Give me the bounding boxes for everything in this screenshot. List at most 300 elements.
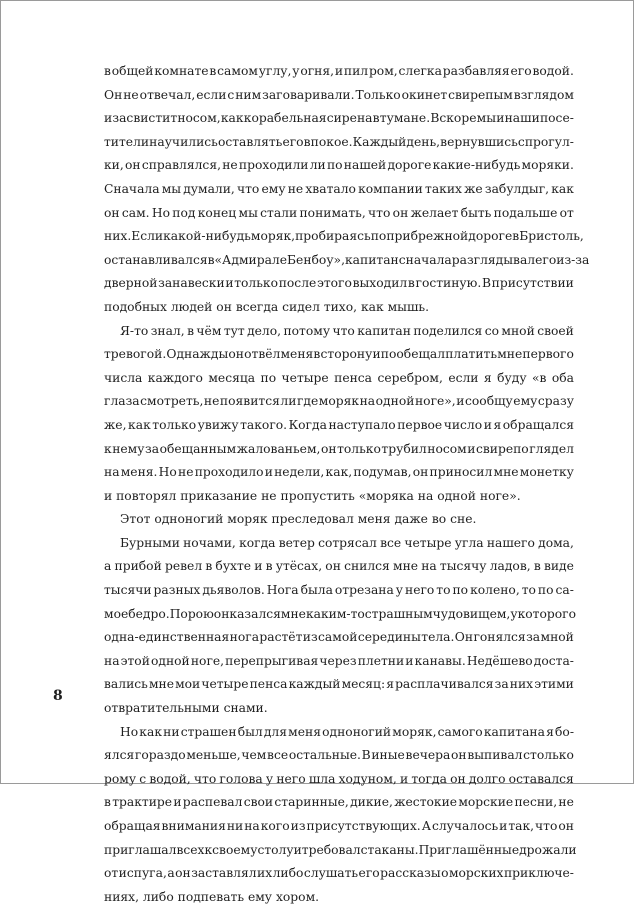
word: даже	[394, 512, 432, 527]
text-line	[104, 390, 574, 414]
word: присутствии	[491, 276, 574, 291]
word: виде	[543, 559, 574, 574]
word: оставался	[508, 771, 574, 786]
word: мне	[280, 606, 306, 621]
word: прибой	[114, 559, 162, 574]
word: в	[512, 229, 520, 244]
word: дверной	[104, 276, 158, 291]
word: бухте	[215, 559, 252, 574]
word: если	[196, 87, 227, 102]
word: была	[300, 583, 333, 598]
word: Когда	[288, 417, 327, 432]
word: одна-единственная	[104, 630, 230, 645]
text-line	[104, 107, 574, 131]
word: он	[392, 205, 409, 220]
word: сидел	[282, 299, 324, 314]
word: «Адмирале	[214, 252, 287, 267]
word: самой	[318, 630, 358, 645]
word: в	[104, 795, 111, 810]
word: трактире	[112, 795, 173, 810]
word: отвратительными	[104, 701, 224, 716]
word: у	[395, 583, 404, 598]
word: хватало	[305, 181, 356, 196]
word: слегка	[398, 64, 442, 78]
word: по	[370, 229, 387, 244]
word: от	[559, 205, 574, 220]
word: свои	[243, 795, 274, 810]
text-line	[104, 438, 574, 462]
word: на	[104, 465, 120, 480]
word: месяц:	[341, 677, 386, 692]
word: голова	[219, 771, 263, 786]
word: ки,	[104, 158, 124, 173]
book-text	[104, 60, 590, 909]
word: Сначала	[104, 181, 160, 196]
word: стали	[260, 205, 298, 220]
word: одноногий	[154, 512, 228, 527]
word: него	[405, 583, 435, 598]
word: же,	[104, 417, 127, 432]
word: требовал	[301, 842, 361, 857]
word: серебром,	[377, 370, 443, 385]
word: меня	[288, 724, 321, 739]
word: знал,	[150, 323, 185, 338]
word: огня,	[300, 64, 335, 78]
word: этими	[534, 677, 574, 692]
text-line	[104, 721, 574, 745]
word: в	[104, 64, 111, 78]
word: преследовал	[271, 512, 358, 527]
word: водой.	[532, 64, 574, 78]
word: трубил	[381, 441, 427, 456]
word: ноге».	[479, 488, 521, 503]
word: мы	[476, 111, 497, 126]
word: и	[467, 441, 476, 456]
word: научились	[149, 134, 218, 149]
word: то	[436, 583, 451, 598]
word: разбавляя	[442, 64, 510, 78]
text-line	[104, 272, 574, 296]
word: что	[332, 323, 355, 338]
word: доста-	[533, 653, 574, 668]
text-line	[104, 508, 574, 532]
word: растёт	[259, 630, 303, 645]
word: В	[481, 276, 491, 291]
word: в	[313, 347, 321, 362]
word: мы	[161, 181, 182, 196]
word: все	[267, 748, 289, 763]
text-line	[104, 768, 574, 792]
word: ним	[235, 87, 262, 102]
word: думали,	[183, 181, 235, 196]
word: мне	[493, 465, 519, 480]
word: всех	[176, 842, 205, 857]
word: «в	[531, 370, 547, 385]
word: с	[227, 87, 235, 102]
word: тела.	[421, 630, 455, 645]
word: тогда	[411, 771, 447, 786]
word: внимания	[161, 819, 226, 833]
word: одной	[375, 394, 415, 409]
word: пил	[343, 64, 369, 78]
word: как	[360, 299, 388, 314]
word: его	[510, 64, 532, 78]
word: в	[209, 64, 217, 78]
word: бедро.	[128, 606, 170, 621]
word: и	[496, 111, 505, 126]
word: на	[421, 559, 437, 574]
word: бо-	[555, 724, 574, 739]
word: морских	[448, 866, 504, 881]
word: Но	[120, 724, 139, 739]
word: старинные,	[274, 795, 349, 810]
word: Недёшево	[466, 653, 533, 668]
word: на	[244, 819, 260, 833]
text-line	[104, 791, 574, 815]
word: у	[292, 64, 300, 78]
word: наступало	[328, 417, 396, 432]
word: подальше	[493, 205, 558, 220]
word: рому	[104, 771, 137, 786]
word: тихо,	[323, 299, 361, 314]
word: капитана	[483, 724, 545, 739]
word: снился	[344, 559, 390, 574]
word: гораздо	[134, 748, 186, 763]
word: подумав,	[353, 465, 412, 480]
text-line	[104, 485, 574, 509]
word: Бурными	[120, 535, 180, 550]
word: обращался	[502, 417, 574, 432]
word: гостиную.	[415, 276, 482, 291]
word: общей	[111, 64, 154, 78]
word: Этот	[120, 512, 155, 527]
word: перепрыгивая	[225, 653, 319, 668]
word: и	[104, 488, 117, 503]
word: потому	[283, 323, 331, 338]
word: Приглашённые	[418, 842, 520, 857]
word: Каждый	[352, 134, 407, 149]
word: нему	[112, 441, 145, 456]
word: отвёл	[244, 347, 281, 362]
word: обещанным	[159, 441, 237, 456]
word: Бенбоу»,	[287, 252, 345, 267]
word: он	[216, 299, 236, 314]
word: через	[319, 653, 357, 668]
text-line	[104, 532, 574, 556]
text-line	[104, 461, 574, 485]
word: занавески	[158, 276, 225, 291]
word: мной	[540, 630, 574, 645]
word: первого	[522, 347, 574, 362]
word: ему	[247, 889, 276, 904]
word: из	[302, 630, 318, 645]
word: дороге	[387, 158, 432, 173]
word: ему	[513, 394, 538, 409]
word: мне	[148, 677, 174, 692]
word: какие-нибудь	[432, 158, 521, 173]
word: забулдыг,	[484, 181, 550, 196]
word: са-	[555, 583, 574, 598]
word: мне	[393, 559, 419, 574]
word: приносил	[429, 465, 493, 480]
word: вечера	[405, 748, 451, 763]
word: где	[296, 394, 319, 409]
word: он	[125, 158, 141, 173]
text-line	[104, 744, 574, 768]
word: платить	[445, 347, 498, 362]
word: самого	[437, 724, 483, 739]
word: Порою	[169, 606, 214, 621]
text-line	[104, 84, 574, 108]
word: моряк	[318, 394, 360, 409]
text-line	[104, 673, 574, 697]
word: самом	[217, 64, 258, 78]
word: корабельная	[243, 111, 327, 126]
word: пробираясь	[295, 229, 371, 244]
word: что	[535, 819, 558, 833]
word: глаза	[104, 394, 140, 409]
word: тысячи	[104, 583, 152, 598]
word: я	[483, 370, 492, 385]
word: под	[172, 205, 196, 220]
word: не	[178, 465, 194, 480]
word: поделился	[413, 323, 483, 338]
word: из-за	[556, 252, 590, 267]
word: а	[104, 559, 112, 574]
word: недели,	[274, 465, 325, 480]
word: увижу	[197, 417, 239, 432]
word: как,	[325, 465, 353, 480]
word: все	[380, 535, 402, 550]
word: углу,	[258, 64, 292, 78]
word: наши	[504, 111, 540, 126]
word: снами.	[223, 701, 268, 716]
text-line	[104, 862, 574, 886]
word: не	[287, 181, 304, 196]
word: выпивал	[467, 748, 523, 763]
word: месяца	[208, 370, 256, 385]
word: тители	[104, 134, 150, 149]
word: хором.	[275, 889, 320, 904]
word: же	[464, 181, 483, 196]
word: вались	[104, 677, 148, 692]
word: в	[303, 134, 311, 149]
word: чудовищем,	[432, 606, 511, 621]
text-line	[104, 626, 574, 650]
word: присутствующих.	[306, 819, 421, 833]
word: всегда	[235, 299, 283, 314]
word: только	[152, 417, 197, 432]
word: и	[405, 653, 414, 668]
word: рассказы	[380, 866, 441, 881]
word: по	[452, 583, 469, 598]
word: за	[494, 677, 509, 692]
word: ни	[163, 724, 180, 739]
word: мы	[238, 205, 258, 220]
word: Он	[454, 630, 474, 645]
word: в	[533, 559, 541, 574]
word: я	[386, 677, 394, 692]
word: Бристоль,	[519, 229, 584, 244]
word: испуга,	[118, 866, 167, 881]
text-line	[104, 296, 574, 320]
word: ревел	[164, 559, 203, 574]
word: в	[205, 559, 213, 574]
word: понимать,	[299, 205, 366, 220]
word: по	[537, 583, 554, 598]
word: глядел	[529, 441, 574, 456]
word: четыре	[201, 677, 249, 692]
word: мышь.	[387, 299, 429, 314]
word: во	[431, 512, 451, 527]
word: канавы.	[414, 653, 466, 668]
word: каждого	[147, 370, 203, 385]
word: ветер	[278, 535, 315, 550]
word: водой,	[149, 771, 191, 786]
word: Но	[151, 205, 171, 220]
word: В	[361, 748, 371, 763]
word: дома,	[538, 535, 574, 550]
word: А	[421, 819, 432, 833]
word: плетни	[357, 653, 405, 668]
word: и	[372, 347, 381, 362]
word: моряк,	[392, 724, 437, 739]
word: конец	[197, 205, 237, 220]
text-line	[104, 154, 574, 178]
word: людей	[170, 299, 217, 314]
word: меньше,	[186, 748, 241, 763]
word: не	[203, 394, 220, 409]
word: приглашал	[104, 842, 177, 857]
word: число	[443, 417, 483, 432]
word: заставлял	[191, 866, 257, 881]
word: я	[546, 724, 554, 739]
word: распевал	[182, 795, 243, 810]
word: как	[139, 724, 162, 739]
word: носом	[427, 441, 467, 456]
word: за	[145, 441, 160, 456]
text-line	[104, 579, 574, 603]
word: что	[237, 181, 260, 196]
word: сотрясал	[318, 535, 377, 550]
word: этого	[316, 276, 352, 291]
word: то	[521, 583, 536, 598]
word: гонялся	[473, 630, 526, 645]
text-line	[104, 249, 590, 273]
word: четыре	[404, 535, 452, 550]
word: не	[123, 87, 139, 102]
word: меня	[357, 512, 395, 527]
word: оставлять	[217, 134, 283, 149]
word: страшным	[364, 606, 433, 621]
word: песни,	[514, 795, 558, 810]
word: и	[225, 276, 234, 291]
word: монетку	[519, 465, 574, 480]
word: взглядом	[513, 87, 574, 102]
text-line	[104, 225, 584, 249]
word: он	[213, 606, 230, 621]
word: ялся	[104, 748, 135, 763]
word: он	[325, 559, 341, 574]
word: он	[412, 465, 429, 480]
word: них	[509, 677, 534, 692]
word: и	[499, 819, 508, 833]
word: к	[104, 441, 112, 456]
word: день,	[406, 134, 441, 149]
word: одной	[437, 488, 480, 503]
word: долго	[468, 771, 506, 786]
word: морские	[458, 795, 514, 810]
word: случалось	[431, 819, 499, 833]
word: середины	[357, 630, 421, 645]
word: одной	[150, 653, 190, 668]
word: одноногий	[322, 724, 392, 739]
word: пообещал	[380, 347, 446, 362]
word: как	[128, 417, 151, 432]
word: не	[261, 488, 281, 503]
word: ладов,	[489, 559, 531, 574]
text-line	[104, 555, 574, 579]
word: компании	[358, 181, 423, 196]
text-line	[104, 178, 574, 202]
word: как	[220, 111, 244, 126]
word: меня.	[120, 465, 158, 480]
word: не	[222, 158, 238, 173]
word: Я-то	[120, 323, 149, 338]
word: дороге	[468, 229, 513, 244]
word: дрожали	[519, 842, 577, 857]
word: чем	[241, 748, 267, 763]
word: капитан	[344, 252, 399, 267]
word: для	[263, 724, 288, 739]
word: тут	[223, 323, 245, 338]
word: расплачивался	[395, 677, 494, 692]
word: от	[104, 866, 119, 881]
word: ночами,	[183, 535, 236, 550]
word: кого	[260, 819, 290, 833]
word: Если	[131, 229, 164, 244]
word: к	[204, 842, 213, 857]
word: и	[334, 64, 344, 78]
word: мои	[175, 677, 201, 692]
word: останавливался	[104, 252, 208, 267]
word: после	[278, 276, 317, 291]
word: из	[290, 819, 306, 833]
word: нашего	[486, 535, 535, 550]
page-number: 8	[53, 688, 63, 704]
word: обращая	[104, 819, 161, 833]
word: подобных	[104, 299, 171, 314]
word: которого	[517, 606, 576, 621]
word: них.	[104, 229, 132, 244]
word: разных	[153, 583, 201, 598]
word: появится	[219, 394, 280, 409]
word: какой-нибудь	[163, 229, 251, 244]
word: приказание	[180, 488, 262, 503]
word: капитан	[357, 323, 411, 338]
word: и	[173, 795, 182, 810]
word: он	[175, 866, 191, 881]
word: либо	[272, 866, 304, 881]
word: сначала	[398, 252, 452, 267]
text-line	[104, 603, 574, 627]
text-line	[104, 367, 574, 391]
word: свирепым	[448, 87, 513, 102]
word: мое	[104, 606, 129, 621]
word: нашей	[343, 158, 387, 173]
word: смотреть,	[140, 394, 204, 409]
word: ему	[261, 181, 286, 196]
